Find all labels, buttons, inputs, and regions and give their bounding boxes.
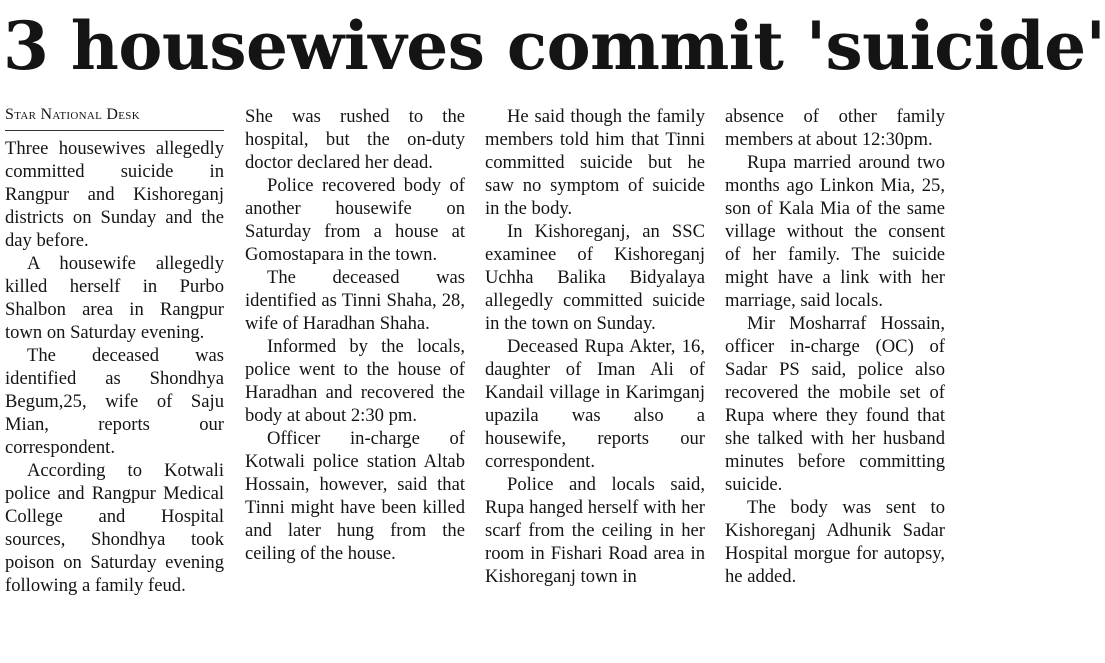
article-column-4 <box>725 105 945 661</box>
article-column-3 <box>485 105 705 661</box>
paragraph: The deceased was identified as Tinni Shaha, 28, wife of Haradhan Shaha. <box>245 267 465 334</box>
paragraph: Police and locals said, Rupa hanged herself with her scarf from the ceiling in her room in Fishari Road area in Kishoreganj town in <box>485 474 705 587</box>
paragraph: A housewife allegedly killed herself in Purbo Shalbon area in Rangpur town on Saturday evening. <box>5 253 224 343</box>
paragraph: Rupa married around two months ago Linkon Mia, 25, son of Kala Mia of the same village without the consent of her family. The suicide might have a link with her marriage, said locals. <box>725 152 945 311</box>
paragraph: The body was sent to Kishoreganj Adhunik Sadar Hospital morgue for autopsy, he added. <box>725 497 945 587</box>
paragraph: Mir Mosharraf Hossain, officer in-charge (OC) of Sadar PS said, police also recovered the mobile set of Rupa where they found that she talked with her husband minutes before committing suicide. <box>725 313 945 495</box>
article-column-1 <box>5 105 224 661</box>
paragraph: Officer in-charge of Kotwali police station Altab Hossain, however, said that Tinni might have been killed and later hung from the ceiling of the house. <box>245 428 465 564</box>
paragraph: Police recovered body of another housewife on Saturday from a house at Gomostapara in the town. <box>245 175 465 265</box>
paragraph: absence of other family members at about 12:30pm. <box>725 106 945 150</box>
paragraph: She was rushed to the hospital, but the on-duty doctor declared her dead. <box>245 106 465 173</box>
paragraph: Three housewives allegedly committed suicide in Rangpur and Kishoreganj districts on Sunday and the day before. <box>5 138 224 251</box>
byline: Star National Desk <box>5 104 224 131</box>
paragraph: Deceased Rupa Akter, 16, daughter of Iman Ali of Kandail village in Karimganj upazila was also a housewife, reports our correspondent. <box>485 336 705 472</box>
article-column-2 <box>245 105 465 661</box>
paragraph: According to Kotwali police and Rangpur Medical College and Hospital sources, Shondhya took poison on Saturday evening following a family feud. <box>5 460 224 596</box>
headline: 3 housewives commit 'suicide' <box>3 7 1105 85</box>
paragraph: Informed by the locals, police went to the house of Haradhan and recovered the body at about 2:30 pm. <box>245 336 465 426</box>
paragraph: He said though the family members told him that Tinni committed suicide but he saw no symptom of suicide in the body. <box>485 106 705 219</box>
paragraph: The deceased was identified as Shondhya Begum,25, wife of Saju Mian, reports our correspondent. <box>5 345 224 458</box>
paragraph: In Kishoreganj, an SSC examinee of Kishoreganj Uchha Balika Bidyalaya allegedly committed suicide in the town on Sunday. <box>485 221 705 334</box>
